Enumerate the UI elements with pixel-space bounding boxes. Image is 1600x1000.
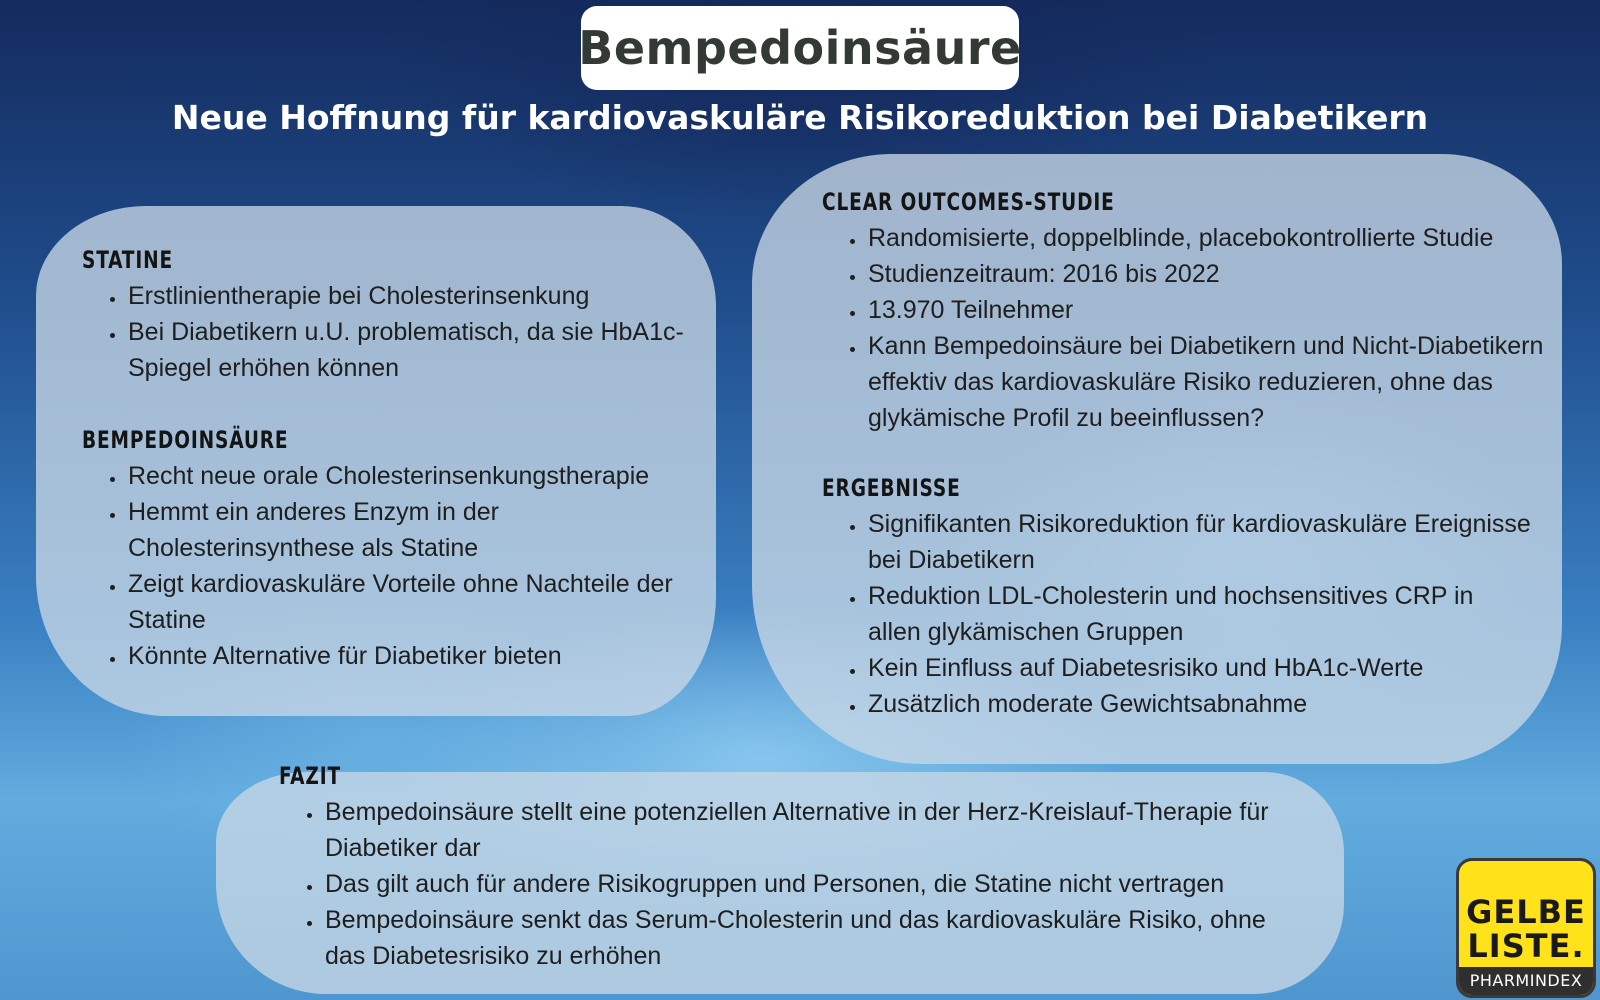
ergebnisse-list (822, 506, 1532, 722)
list-item: • Signifikanten Risikoreduktion für kardiovaskuläre Ereignisse bei Diabetikern (867, 506, 1532, 578)
page-title: Bempedoinsäure (578, 21, 1022, 75)
bempedoinsaeure-section (82, 426, 702, 674)
statine-section (82, 246, 692, 386)
list-item: • Zeigt kardiovaskuläre Vorteile ohne Nachteile der Statine (127, 566, 702, 638)
list-item: • Bei Diabetikern u.U. problematisch, da sie HbA1c-Spiegel erhöhen können (127, 314, 692, 386)
list-item: • Das gilt auch für andere Risikogruppen und Personen, die Statine nicht vertragen (324, 866, 1309, 902)
logo-line-3: PHARMINDEX (1459, 967, 1593, 995)
list-item: • Kein Einfluss auf Diabetesrisiko und HbA1c-Werte (867, 650, 1532, 686)
bempedoinsaeure-list (82, 458, 702, 674)
statine-heading: STATINE (82, 246, 174, 274)
logo-line-2: LISTE. (1467, 927, 1585, 965)
list-item: • 13.970 Teilnehmer (867, 292, 1552, 328)
title-badge (578, 6, 1022, 90)
ergebnisse-section (822, 474, 1532, 722)
ergebnisse-heading: ERGEBNISSE (822, 474, 961, 502)
clear-outcomes-list (822, 220, 1552, 436)
list-item: • Zusätzlich moderate Gewichtsabnahme (867, 686, 1532, 722)
list-item: • Reduktion LDL-Cholesterin und hochsensitives CRP in allen glykämischen Gruppen (867, 578, 1532, 650)
list-item: • Recht neue orale Cholesterinsenkungstherapie (127, 458, 702, 494)
fazit-heading: FAZIT (279, 762, 342, 790)
list-item: • Könnte Alternative für Diabetiker bieten (127, 638, 702, 674)
fazit-section (279, 762, 1309, 974)
list-item: • Bempedoinsäure stellt eine potenziellen Alternative in der Herz-Kreislauf-Therapie für Diabetiker dar (324, 794, 1309, 866)
list-item: • Bempedoinsäure senkt das Serum-Cholesterin und das kardiovaskuläre Risiko, ohne das Diabetesrisiko zu erhöhen (324, 902, 1309, 974)
logo-line-1: GELBE (1466, 893, 1586, 931)
list-item: • Erstlinientherapie bei Cholesterinsenkung (127, 278, 692, 314)
list-item: • Hemmt ein anderes Enzym in der Cholesterinsynthese als Statine (127, 494, 702, 566)
clear-outcomes-section (822, 188, 1552, 436)
list-item: • Studienzeitraum: 2016 bis 2022 (867, 256, 1552, 292)
gelbe-liste-logo (1456, 858, 1596, 998)
page-subtitle: Neue Hoffnung für kardiovaskuläre Risikoreduktion bei Diabetikern (171, 98, 1429, 137)
fazit-list (279, 794, 1309, 974)
bempedoinsaeure-heading: BEMPEDOINSÄURE (82, 426, 289, 454)
statine-list (82, 278, 692, 386)
list-item: • Kann Bempedoinsäure bei Diabetikern und Nicht-Diabetikern effektiv das kardiovaskuläre Risiko reduzieren, ohne das glykämische Profil zu beeinflussen? (867, 328, 1552, 436)
clear-outcomes-heading: CLEAR OUTCOMES-STUDIE (822, 188, 1115, 216)
list-item: • Randomisierte, doppelblinde, placebokontrollierte Studie (867, 220, 1552, 256)
